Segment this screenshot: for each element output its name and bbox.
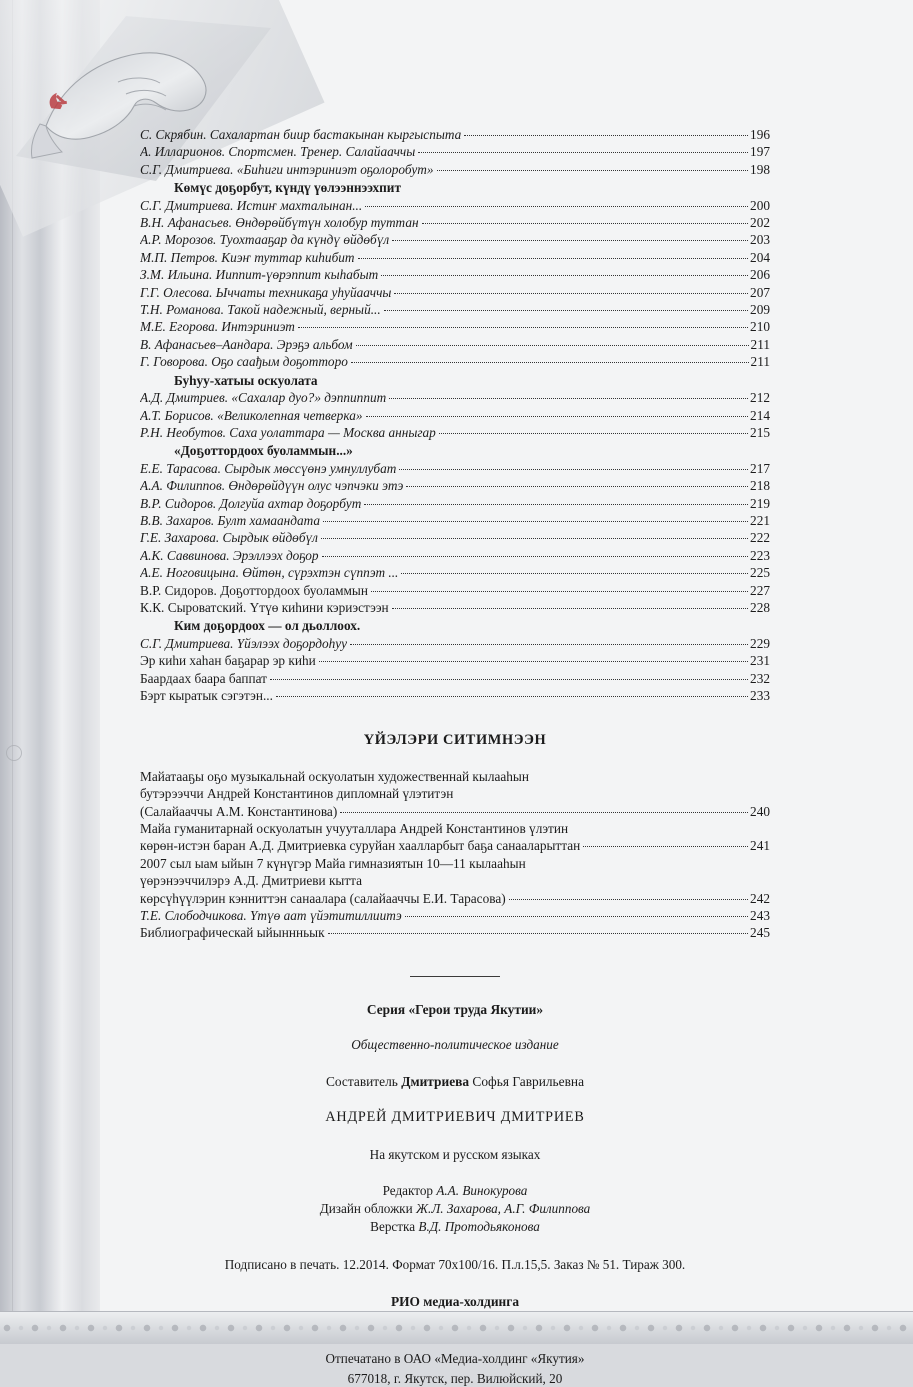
toc-leader-dots — [319, 660, 748, 662]
toc-entry[interactable] — [140, 907, 770, 924]
toc-entry-title: Г. Говорова. Оҕо саађым доҕотторо — [140, 354, 348, 370]
toc-leader-dots — [406, 485, 748, 487]
toc-entry-page: 219 — [750, 495, 770, 511]
toc-entry-title: А.Р. Морозов. Туохтааҕар да күндү өйдөбүл — [140, 232, 390, 248]
toc-entry[interactable] — [140, 495, 770, 512]
toc-entry-title: көрсүһүүлэрин кэнниттэн санаалара (салайааччы Е.И. Тарасова) — [140, 890, 506, 906]
divider-rule — [410, 976, 500, 977]
toc-entry-page: 240 — [750, 803, 770, 819]
toc-entry-page: 204 — [750, 249, 770, 265]
toc-entry-page: 214 — [750, 407, 770, 423]
toc-leader-dots — [276, 695, 748, 697]
toc-leader-dots — [392, 239, 748, 241]
toc-entry-page: 223 — [750, 547, 770, 563]
toc-entry[interactable] — [140, 266, 770, 283]
editor-name: А.А. Винокурова — [436, 1182, 528, 1198]
toc-entry-title: В. Афанасьев–Аандара. Эрэҕэ альбом — [140, 336, 353, 352]
toc-entry[interactable] — [140, 635, 770, 652]
cover-design-names: Ж.Л. Захарова, А.Г. Филиппова — [415, 1200, 591, 1216]
toc-entry-title: В.Р. Сидоров. Доҕоттордоох буоламмын — [140, 582, 368, 598]
toc-entry[interactable] — [140, 318, 770, 335]
toc-entry-title: М.П. Петров. Киэҥ туттар киһибит — [140, 249, 355, 265]
toc-entry[interactable] — [140, 687, 770, 704]
toc-entry-title: К.К. Сыроватский. Үтүө киһини кэриэстээн — [140, 599, 389, 615]
toc-entry-title: Г.Е. Захарова. Сырдык өйдөбүл — [140, 530, 318, 546]
layout-label: Верстка — [370, 1218, 419, 1234]
toc-section-heading: Ким доҕордоох — ол дьоллоох. — [174, 618, 361, 634]
part2-paragraph-line: Майатааҕы оҕо музыкальнай оскуолатын художественнай кылааһын — [140, 768, 529, 784]
toc-entry-title: Р.Н. Необутов. Саха уолаттара — Москва анныгар — [140, 424, 436, 440]
toc-entry-page: 225 — [750, 565, 770, 581]
toc-entry-title: Т.Е. Слободчикова. Үтүө аат үйэтитиллиитэ — [140, 908, 402, 924]
layout-name: В.Д. Протодьяконова — [418, 1218, 540, 1234]
toc-leader-dots — [298, 326, 748, 328]
toc-entry-title: С.Г. Дмитриева. «Биһиги интэриниэт оҕолоробут» — [140, 161, 434, 177]
toc-leader-dots — [366, 415, 749, 417]
toc-entry[interactable] — [140, 460, 770, 477]
toc-entry-title: М.Е. Егорова. Интэриниэт — [140, 319, 295, 335]
toc-entry-page: 232 — [750, 670, 770, 686]
toc-leader-dots — [371, 590, 748, 592]
toc-entry-page: 200 — [750, 197, 770, 213]
toc-entry[interactable] — [140, 424, 770, 441]
toc-leader-dots — [392, 607, 748, 609]
toc-entry-page: 227 — [750, 582, 770, 598]
toc-leader-dots — [394, 292, 748, 294]
toc-entry-page: 221 — [750, 512, 770, 528]
toc-leader-dots — [384, 309, 748, 311]
part2-paragraph-line: Майа гуманитарнай оскуолатын учууталлара Андрей Константинов үлэтин — [140, 821, 569, 837]
toc-entry[interactable] — [140, 214, 770, 231]
printer-name: Отпечатано в ОАО «Медиа-холдинг «Якутия» — [325, 1351, 585, 1367]
toc-leader-dots — [270, 678, 748, 680]
toc-entry-page: 206 — [750, 267, 770, 283]
toc-leader-dots — [328, 932, 749, 934]
toc-entry[interactable] — [140, 301, 770, 318]
toc-entry-page: 211 — [750, 336, 770, 352]
toc-leader-dots — [418, 151, 748, 153]
toc-entry[interactable] — [140, 126, 770, 143]
toc-entry-page: 217 — [750, 460, 770, 476]
page-content — [140, 126, 770, 1387]
toc-leader-dots — [356, 344, 749, 346]
toc-entry[interactable] — [140, 336, 770, 353]
toc-leader-dots — [464, 134, 748, 136]
toc-section-heading: «Доҕоттордоох буоламмын...» — [174, 443, 353, 459]
toc-entry[interactable] — [140, 652, 770, 669]
toc-entry-title: Эр киһи хаһан баҕарар эр киһи — [140, 653, 316, 669]
toc-entry-title: Библиографическай ыйыннньык — [140, 925, 325, 941]
editor-line — [140, 1182, 770, 1200]
toc-entry[interactable] — [140, 231, 770, 248]
book-title: АНДРЕЙ ДМИТРИЕВИЧ ДМИТРИЕВ — [325, 1109, 585, 1126]
toc-leader-dots — [365, 205, 748, 207]
toc-entry-page: 218 — [750, 478, 770, 494]
toc-entry[interactable] — [140, 547, 770, 564]
toc-entry-page: 242 — [750, 890, 770, 906]
toc-entry-title: Баардаах баара баппат — [140, 670, 267, 686]
toc-entry-page: 215 — [750, 424, 770, 440]
toc-entry-title: С.Г. Дмитриева. Истиҥ махталынан... — [140, 197, 363, 213]
toc-entry-page: 211 — [750, 354, 770, 370]
toc-leader-dots — [439, 432, 748, 434]
toc-leader-dots — [358, 257, 749, 259]
toc-entry[interactable] — [140, 564, 770, 581]
toc-entry-page: 222 — [750, 530, 770, 546]
imprint-line: Подписано в печать. 12.2014. Формат 70х100/16. П.л.15,5. Заказ № 51. Тираж 300. — [224, 1256, 686, 1272]
toc-entry-page: 207 — [750, 284, 770, 300]
publication-kind: Общественно-политическое издание — [351, 1037, 559, 1053]
toc-entry-title: (Салайааччы А.М. Константинова) — [140, 803, 338, 819]
compiler-surname: Дмитриева — [401, 1073, 470, 1089]
toc-leader-dots — [323, 520, 748, 522]
toc-entry-page: 203 — [750, 232, 770, 248]
toc-entry-page: 245 — [750, 925, 770, 941]
part2-paragraph-line: 2007 сыл ыам ыйын 7 күнүгэр Майа гимназиятын 10—11 кылааһын — [140, 855, 526, 871]
compiler-line — [140, 1073, 770, 1090]
part2-entries — [140, 768, 770, 942]
toc-entry-page: 210 — [750, 319, 770, 335]
toc-entry[interactable] — [140, 353, 770, 370]
cover-design-line — [140, 1200, 770, 1218]
toc-leader-dots — [389, 397, 748, 399]
part2-paragraph-line: бутэрээччи Андрей Константинов дипломнай үлэтитэн — [140, 786, 454, 802]
toc-leader-dots — [401, 572, 748, 574]
toc-entry-page: 197 — [750, 144, 770, 160]
toc-leader-dots — [437, 169, 749, 171]
toc-entry-page: 212 — [750, 390, 770, 406]
compiler-firstname: Софья Гаврильевна — [469, 1073, 585, 1089]
toc-entry[interactable] — [140, 924, 770, 941]
toc-entry-title: көрөн-истэн баран А.Д. Дмитриевка суруйан хаалларбыт баҕа санаалaрыттан — [140, 838, 581, 854]
toc-entry-title: Т.Н. Романова. Такой надежный, верный... — [140, 302, 381, 318]
decorative-bottom-border — [0, 1311, 913, 1344]
toc-entry[interactable] — [140, 512, 770, 529]
toc-leader-dots — [399, 468, 748, 470]
toc-entry-title: А. Илларионов. Спортсмен. Тренер. Салайааччы — [140, 144, 416, 160]
toc-entry[interactable] — [140, 249, 770, 266]
toc-entry-title: А.А. Филиппов. Өндөрөйдүүн олус чэпчэки этэ — [140, 478, 404, 494]
toc-entry-title: Е.Е. Тарасова. Сырдык мөссүөнэ умнуллубат — [140, 460, 397, 476]
bottom-ornament — [0, 1321, 913, 1335]
toc-entry-title: А.Е. Ноговицына. Өйтөн, сүрэхтэн сүппэт ... — [140, 565, 399, 581]
toc-entry-page: 231 — [750, 653, 770, 669]
series-title: «Герои труда Якутии» — [408, 1001, 544, 1017]
toc-entry[interactable] — [140, 389, 770, 406]
toc-leader-dots — [321, 537, 748, 539]
printer-address: 677018, г. Якутск, пер. Вилюйский, 20 — [347, 1370, 563, 1386]
toc-leader-dots — [583, 845, 748, 847]
toc-leader-dots — [350, 643, 748, 645]
part-title: ҮЙЭЛЭРИ СИТИМНЭЭН — [363, 732, 547, 749]
toc-leader-dots — [422, 222, 748, 224]
toc-entry[interactable] — [140, 803, 770, 820]
toc-entry-title: А.К. Саввинова. Эрэллээх доҕор — [140, 547, 319, 563]
cover-design-label: Дизайн обложки — [319, 1200, 416, 1216]
toc-entry-page: 229 — [750, 635, 770, 651]
toc-entry[interactable] — [140, 161, 770, 178]
toc-entry[interactable] — [140, 143, 770, 160]
toc-entry-title: З.М. Ильина. Ииппит-үөрэппит кыһабыт — [140, 267, 379, 283]
toc-entry[interactable] — [140, 582, 770, 599]
toc-leader-dots — [340, 811, 748, 813]
toc-entry-title: В.Р. Сидоров. Долгуйа ахтар доҕорбут — [140, 495, 362, 511]
languages-line: На якутском и русском языках — [369, 1146, 541, 1162]
editor-label: Редактор — [382, 1182, 437, 1198]
toc-entry-page: 241 — [750, 838, 770, 854]
toc-entry[interactable] — [140, 670, 770, 687]
toc-section-heading: Буһуу-хатыы оскуолата — [174, 372, 318, 388]
toc-leader-dots — [351, 361, 749, 363]
toc-leader-dots — [364, 503, 748, 505]
toc-section-heading: Көмүс доҕорбут, күндү үөлээннээхпит — [174, 180, 401, 196]
toc-entry-title: Бэрт кыратык сэгэтэн... — [140, 688, 273, 703]
decorative-corner-circle — [6, 745, 22, 761]
toc-entry[interactable] — [140, 529, 770, 546]
toc-entry-page: 196 — [750, 127, 770, 142]
series-line — [140, 1001, 770, 1018]
toc-entry-title: А.Т. Борисов. «Великолепная четверка» — [140, 407, 363, 423]
part2-paragraph-line: үөрэнээччилэрэ А.Д. Дмитриеви кытта — [140, 873, 363, 889]
credits-block — [140, 1182, 770, 1236]
publisher-name: РИО медиа-холдинга — [390, 1294, 520, 1310]
toc-leader-dots — [322, 555, 749, 557]
toc-entry-title: А.Д. Дмитриев. «Сахалар дуо?» дэппиппит — [140, 390, 387, 406]
toc-entry-page: 228 — [750, 599, 770, 615]
toc-entry[interactable] — [140, 837, 770, 854]
toc-entry[interactable] — [140, 407, 770, 424]
toc-entry-page: 198 — [750, 161, 770, 177]
toc-entry-page: 209 — [750, 302, 770, 318]
toc-entry-title: В.Н. Афанасьев. Өндөрөйбүтүн холобур туттан — [140, 215, 419, 231]
toc-entry[interactable] — [140, 284, 770, 301]
toc-entry-title: С.Г. Дмитриева. Үйэлээх доҕордоһуу — [140, 635, 348, 651]
compiler-label: Составитель — [325, 1073, 402, 1089]
table-of-contents — [140, 126, 770, 704]
layout-line — [140, 1218, 770, 1236]
toc-entry[interactable] — [140, 477, 770, 494]
series-prefix: Серия — [366, 1001, 409, 1017]
toc-entry[interactable] — [140, 197, 770, 214]
toc-leader-dots — [381, 274, 748, 276]
toc-entry-title: Г.Г. Олесова. Ыччаты техникаҕа уһуйааччы — [140, 284, 392, 300]
toc-entry-title: С. Скрябин. Сахалартан биир бастакынан кыргыспыта — [140, 127, 462, 142]
toc-entry-page: 202 — [750, 215, 770, 231]
toc-entry-title: В.В. Захаров. Булт хамаандата — [140, 512, 321, 528]
toc-entry[interactable] — [140, 599, 770, 616]
toc-entry-page: 233 — [750, 688, 770, 703]
toc-leader-dots — [509, 898, 748, 900]
toc-entry-page: 243 — [750, 908, 770, 924]
toc-leader-dots — [405, 915, 748, 917]
toc-entry[interactable] — [140, 890, 770, 907]
